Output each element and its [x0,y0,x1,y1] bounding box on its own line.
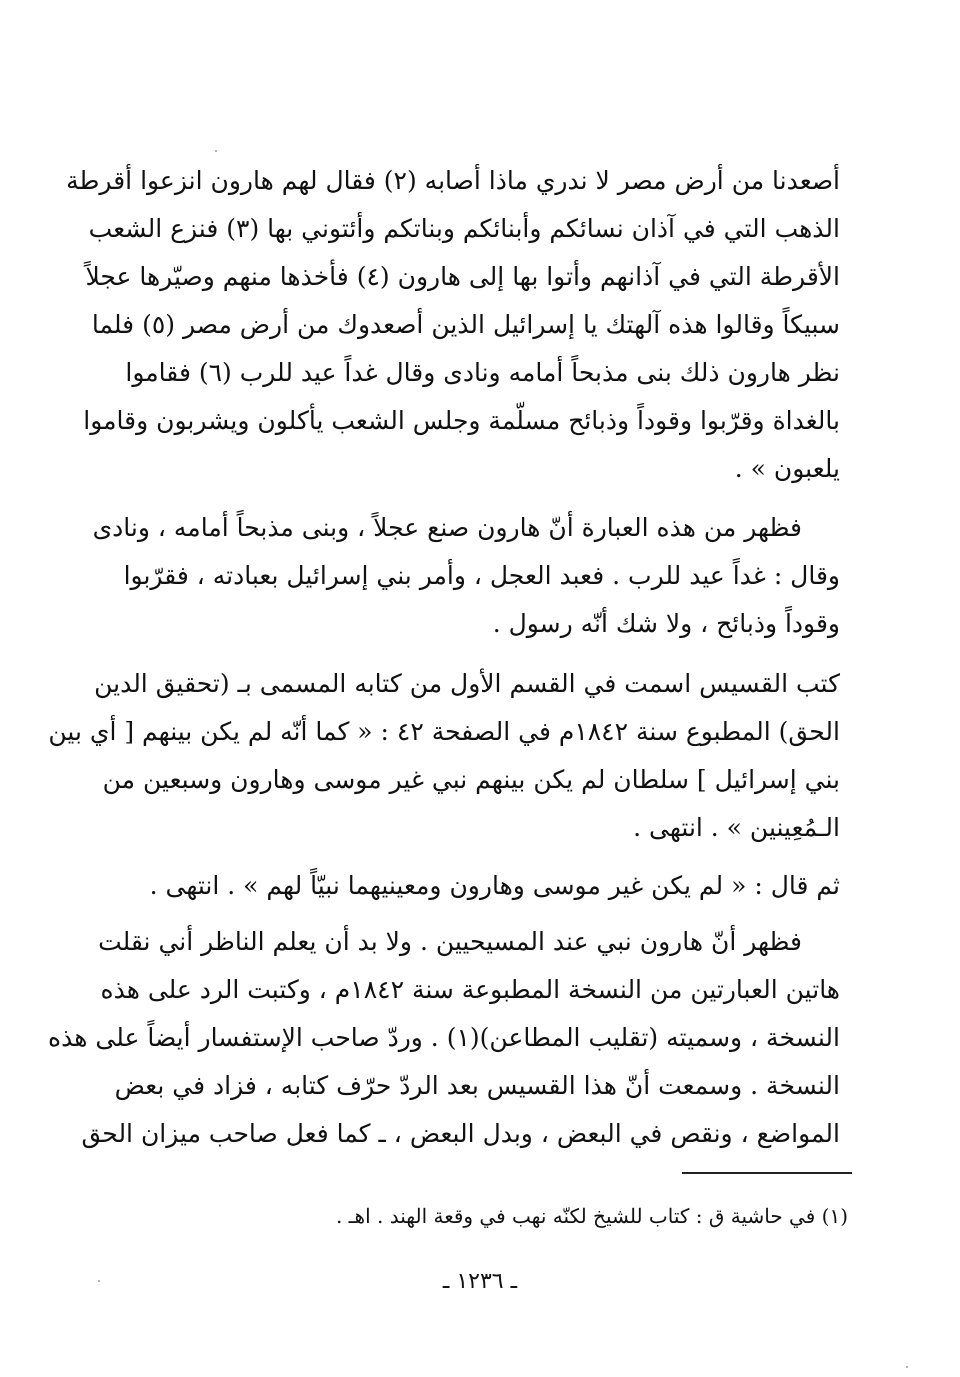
paragraph-3 [48,660,840,852]
text-line: ثم قال : « لم يكن غير موسى وهارون ومعينيهما نبيّاً لهم » . انتهى . [149,871,840,900]
text-line: سبيكاً وقالوا هذه آلهتك يا إسرائيل الذين أصعدوك من أرض مصر (٥) فلما [91,310,840,339]
paragraph-4 [128,862,840,910]
text-line: فظهر من هذه العبارة أنّ هارون صنع عجلاً ، وبنى مذبحاً أمامه ، ونادى [92,513,802,542]
text-line: الأقرطة التي في آذانهم وأتوا بها إلى هارون (٤) فأخذها منهم وصيّرها عجلاً [85,262,840,291]
page-number: ـ ١٢٣٦ ـ [442,1269,518,1294]
text-line: يلعبون » . [734,454,840,483]
text-line: بني إسرائيل ] سلطان لم يكن بينهم نبي غير موسى وهارون وسبعين من [102,765,840,794]
scan-speck [215,150,217,152]
text-line: المواضع ، ونقص في البعض ، وبدل البعض ، ـ كما فعل صاحب ميزان الحق [81,1119,840,1148]
text-line: فظهر أنّ هارون نبي عند المسيحيين . ولا بد أن يعلم الناظر أني نقلت [98,927,802,956]
footnote-separator [682,1172,852,1174]
text-line: الذهب التي في آذان نسائكم وأبنائكم وبناتكم وأئتوني بها (٣) فنزع الشعب [88,214,840,243]
text-line: أصعدنا من أرض مصر لا ندري ماذا أصابه (٢) فقال لهم هارون انزعوا أقرطة [66,166,840,195]
text-line: هاتين العبارتين من النسخة المطبوعة سنة ١٨٤٢م ، وكتبت الرد على هذه [100,975,840,1004]
scan-speck [906,1366,908,1368]
text-line: وقال : غداً عيد للرب . فعبد العجل ، وأمر بني إسرائيل بعبادته ، فقرّبوا [123,561,840,590]
text-line: الحق) المطبوع سنة ١٨٤٢م في الصفحة ٤٢ : « كما أنّه لم يكن بينهم [ أي بين [48,717,840,746]
paragraph-1 [66,157,840,493]
footnote: (١) في حاشية ق : كتاب للشيخ لكنّه نهب في وقعة الهند . اهـ . [335,1204,848,1228]
text-line: الـمُعِينين » . انتهى . [633,813,840,842]
scan-speck [98,1280,100,1282]
text-line: النسخة . وسمعت أنّ هذا القسيس بعد الردّ حرّف كتابه ، فزاد في بعض [114,1071,840,1100]
text-line: النسخة ، وسميته (تقليب المطاعن)(١) . وردّ صاحب الإستفسار أيضاً على هذه [48,1023,840,1052]
text-line: وقوداً وذبائح ، ولا شك أنّه رسول . [492,609,840,638]
text-line: كتب القسيس اسمت في القسم الأول من كتابه المسمى بـ (تحقيق الدين [94,669,840,698]
text-line: بالغداة وقرّبوا وقوداً وذبائح مسلّمة وجلس الشعب يأكلون ويشربون وقاموا [83,406,840,435]
paragraph-5 [48,918,840,1158]
text-line: نظر هارون ذلك بنى مذبحاً أمامه ونادى وقال غداً عيد للرب (٦) فقاموا [125,358,840,387]
paragraph-2 [92,504,840,648]
